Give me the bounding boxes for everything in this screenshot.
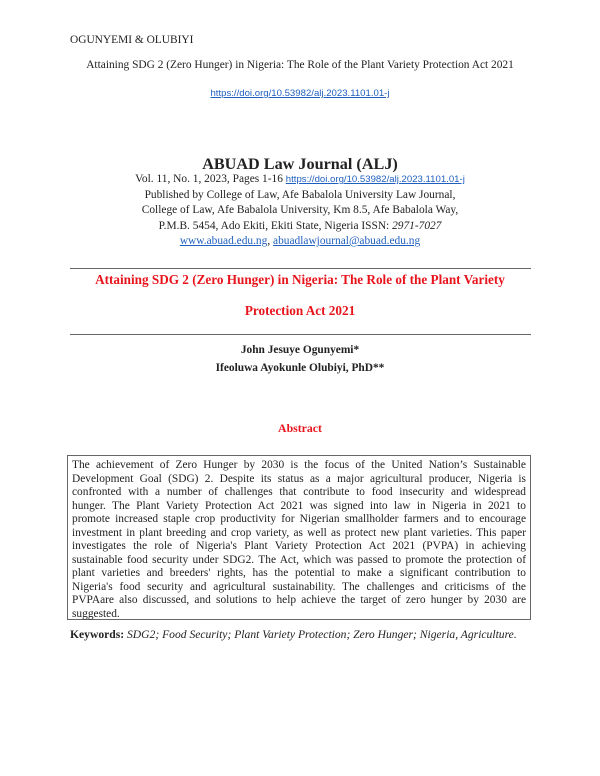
abstract-line: investment in plant breeding and crop variety, as well as protect new plant varieties. This paper (72, 526, 526, 539)
publisher-line-3: P.M.B. 5454, Ado Ekiti, Ekiti State, Nigeria ISSN: (158, 219, 393, 232)
volume-text: Vol. 11, No. 1, 2023, Pages 1-16 (135, 173, 286, 185)
running-authors: OGUNYEMI & OLUBIYI (70, 34, 194, 46)
header-doi-link[interactable]: https://doi.org/10.53982/alj.2023.1101.01-j (210, 88, 390, 99)
abstract-line: plant varieties and breeders' rights, has the potential to make a significant contribution to (72, 567, 526, 580)
running-title: Attaining SDG 2 (Zero Hunger) in Nigeria: The Role of the Plant Variety Protection Act 2021 (86, 59, 514, 71)
abstract-line: hunger. The Plant Variety Protection Act 2021 was signed into law in Nigeria in 2021 to (72, 499, 526, 512)
article-title-line-1: Attaining SDG 2 (Zero Hunger) in Nigeria: The Role of the Plant Variety (95, 272, 505, 287)
issn: 2971-7027 (392, 219, 442, 232)
abstract-box (67, 455, 531, 620)
divider-bottom (70, 334, 531, 335)
abstract-line: Nigeria's food security and agricultural sustainability. The challenges and criticisms of the (72, 580, 526, 593)
separator: , (267, 235, 274, 247)
keywords-label: Keywords: (70, 628, 127, 641)
abstract-line: suggested. (72, 608, 120, 621)
abstract-heading: Abstract (278, 421, 322, 435)
email-link[interactable]: abuadlawjournal@abuad.edu.ng (273, 235, 421, 247)
divider-top (70, 268, 531, 269)
abstract-line: Development Goal (SDG) 2. Despite its status as a major agricultural producer, Nigeria is (72, 472, 526, 485)
article-title-line-2: Protection Act 2021 (244, 303, 356, 318)
volume-doi-link[interactable]: https://doi.org/10.53982/alj.2023.1101.01-j (285, 174, 465, 185)
author-2: Ifeoluwa Ayokunle Olubiyi, PhD** (215, 362, 385, 374)
website-link[interactable]: www.abuad.edu.ng (179, 235, 268, 247)
keywords-list: SDG2; Food Security; Plant Variety Protection; Zero Hunger; Nigeria, Agriculture. (127, 628, 517, 641)
keywords (70, 628, 517, 641)
abstract-line: The achievement of Zero Hunger by 2030 is the focus of the United Nation’s Sustainable (72, 459, 526, 471)
abstract-line: investigates the role of Nigeria's Plant Variety Protection Act 2021 (PVPA) in achieving (72, 540, 526, 553)
journal-name: ABUAD Law Journal (ALJ) (202, 155, 398, 173)
publisher-line-1: Published by College of Law, Afe Babalola University Law Journal, (144, 188, 456, 201)
abstract-line: confronted with a number of challenges that contribute to food insecurity and widespread (72, 486, 526, 499)
abstract-line: sustainable food security under SDG2. The Act, which was passed to promote the protection of (72, 553, 526, 566)
journal-info (0, 172, 600, 250)
publisher-line-2: College of Law, Afe Babalola University, Km 8.5, Afe Babalola Way, (141, 204, 459, 216)
author-1: John Jesuye Ogunyemi* (240, 344, 360, 356)
abstract-line: PVPAare also discussed, and solutions to help achieve the target of zero hunger by 2030 are (72, 594, 526, 607)
abstract-line: promote increased staple crop productivity for Nigerian smallholder farmers and to encourage (72, 513, 526, 526)
